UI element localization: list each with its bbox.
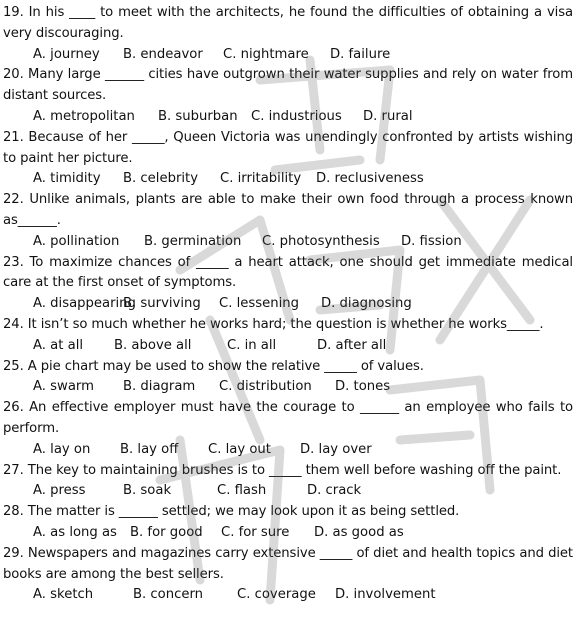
- options-row: [3, 45, 573, 66]
- options-row: [3, 440, 573, 461]
- option-c: C. lay out: [208, 441, 271, 457]
- options-row: [3, 585, 573, 606]
- question-stem: 29. Newspapers and magazines carry extensive _____ of diet and health topics and diet books are among the best sellers.: [3, 545, 573, 582]
- exam-document: [3, 3, 573, 606]
- option-a: A. at all: [33, 337, 84, 353]
- question-28: [3, 502, 573, 544]
- option-d: D. fission: [401, 233, 462, 249]
- option-c: C. coverage: [237, 587, 316, 603]
- question-21: [3, 128, 573, 190]
- question-26: [3, 398, 573, 460]
- option-a: A. sketch: [33, 587, 94, 603]
- option-a: A. metropolitan: [33, 108, 135, 124]
- option-b: B. surviving: [123, 296, 201, 312]
- question-stem: 20. Many large ______ cities have outgrown their water supplies and rely on water from distant sources.: [3, 67, 573, 104]
- option-c: C. photosynthesis: [262, 233, 380, 249]
- option-d: D. failure: [330, 46, 391, 62]
- question-stem: 28. The matter is ______ settled; we may look upon it as being settled.: [3, 504, 460, 520]
- question-stem: 24. It isn’t so much whether he works hard; the question is whether he works_____.: [3, 316, 544, 332]
- option-b: B. celebrity: [123, 171, 199, 187]
- option-a: A. disappearing: [33, 296, 136, 312]
- option-d: D. lay over: [300, 441, 372, 457]
- option-b: B. diagram: [123, 379, 196, 395]
- option-c: C. nightmare: [223, 46, 309, 62]
- question-27: [3, 461, 573, 503]
- question-19: [3, 3, 573, 65]
- option-c: C. in all: [227, 337, 277, 353]
- question-stem: 26. An effective employer must have the courage to ______ an employee who fails to perform.: [3, 400, 573, 436]
- question-24: [3, 315, 573, 357]
- option-b: B. lay off: [120, 441, 179, 457]
- options-row: [3, 232, 573, 253]
- option-b: B. germination: [144, 233, 242, 249]
- option-c: C. industrious: [251, 108, 342, 124]
- option-a: A. press: [33, 483, 86, 499]
- option-a: A. lay on: [33, 441, 91, 457]
- option-d: D. diagnosing: [321, 296, 412, 312]
- option-c: C. distribution: [219, 379, 312, 395]
- option-b: B. above all: [114, 337, 192, 353]
- option-d: D. rural: [363, 108, 413, 124]
- options-row: [3, 169, 573, 190]
- option-c: C. flash: [217, 483, 267, 499]
- option-b: B. suburban: [158, 108, 238, 124]
- question-stem: 22. Unlike animals, plants are able to make their own food through a process known as______.: [3, 192, 573, 228]
- option-a: A. swarm: [33, 379, 94, 395]
- option-d: D. involvement: [335, 587, 436, 603]
- option-a: A. pollination: [33, 233, 120, 249]
- question-25: [3, 357, 573, 399]
- option-c: C. for sure: [221, 524, 290, 540]
- option-a: A. as long as: [33, 524, 117, 540]
- question-stem: 27. The key to maintaining brushes is to _____ them well before washing off the paint.: [3, 462, 562, 478]
- option-a: A. timidity: [33, 171, 101, 187]
- option-b: B. concern: [133, 587, 204, 603]
- option-c: C. lessening: [219, 296, 299, 312]
- option-d: D. after all: [317, 337, 387, 353]
- question-stem: 21. Because of her _____, Queen Victoria was unendingly confronted by artists wishing to paint her picture.: [3, 129, 573, 166]
- question-stem: 25. A pie chart may be used to show the relative _____ of values.: [3, 358, 424, 374]
- option-b: B. soak: [123, 483, 172, 499]
- option-b: B. endeavor: [123, 46, 203, 62]
- option-d: D. reclusiveness: [316, 171, 424, 187]
- question-23: [3, 253, 573, 315]
- question-22: [3, 190, 573, 252]
- options-row: [3, 523, 573, 544]
- options-row: [3, 377, 573, 398]
- option-d: D. tones: [335, 379, 391, 395]
- options-row: [3, 481, 573, 502]
- option-d: D. crack: [307, 483, 362, 499]
- option-a: A. journey: [33, 46, 100, 62]
- question-29: [3, 544, 573, 606]
- options-row: [3, 294, 573, 315]
- options-row: [3, 336, 573, 357]
- option-d: D. as good as: [314, 524, 404, 540]
- option-c: C. irritability: [220, 171, 302, 187]
- option-b: B. for good: [130, 524, 203, 540]
- question-stem: 19. In his ____ to meet with the architects, he found the difficulties of obtaining a visa very discouraging.: [3, 5, 573, 41]
- question-stem: 23. To maximize chances of _____ a heart attack, one should get immediate medical care at the first onset of symptoms.: [3, 254, 573, 291]
- options-row: [3, 107, 573, 128]
- question-20: [3, 65, 573, 127]
